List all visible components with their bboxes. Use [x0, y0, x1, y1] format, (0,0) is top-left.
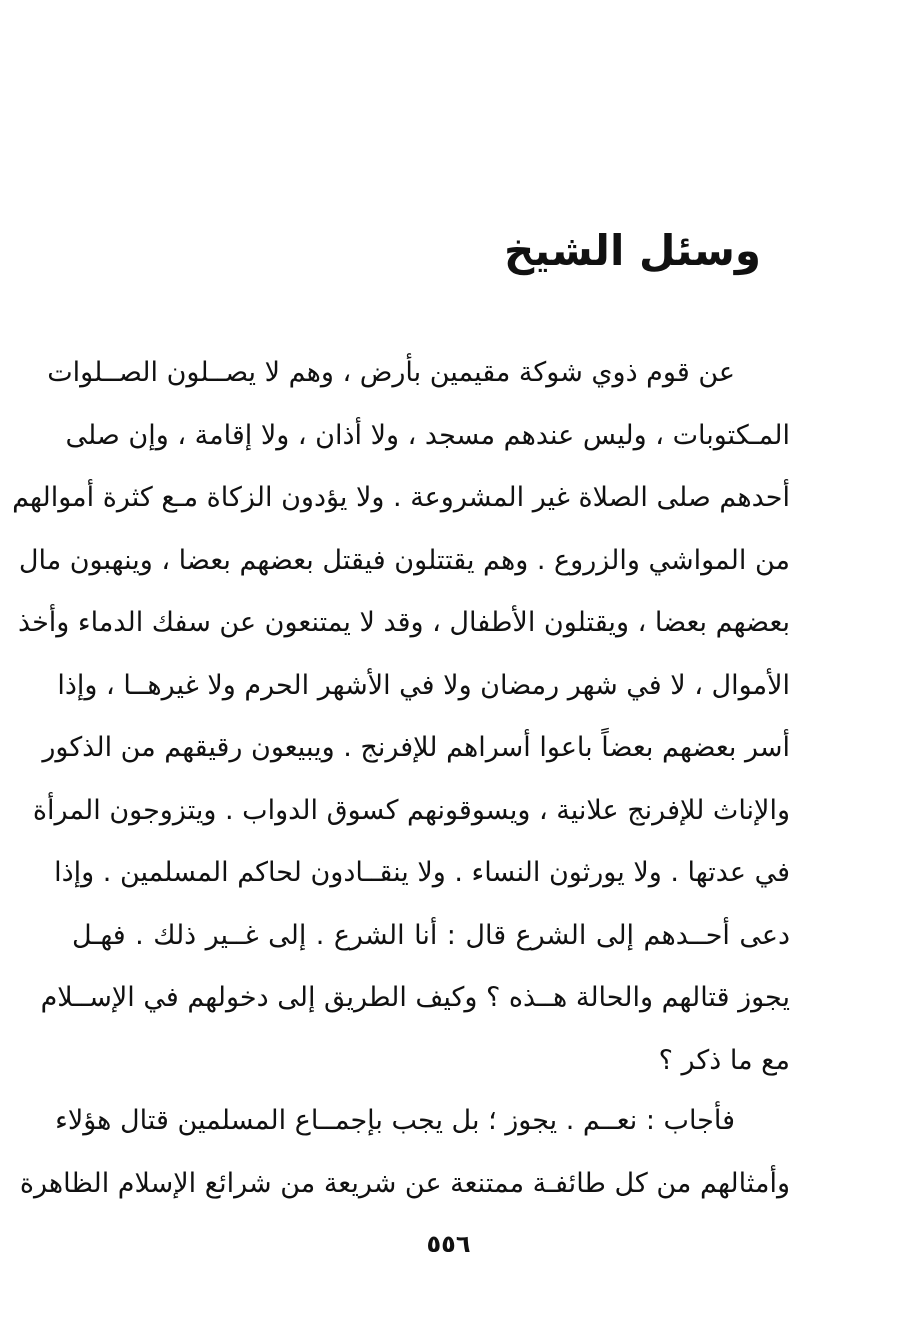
question-line: دعى أحــدهم إلى الشرع قال : أنا الشرع . إلى غــير ذلك . فهـل	[72, 919, 790, 951]
question-line: بعضهم بعضا ، ويقتلون الأطفال ، وقد لا يمتنعون عن سفك الدماء وأخذ	[17, 607, 790, 638]
question-line: من المواشي والزروع . وهم يقتتلون فيقتل بعضهم بعضا ، وينهبون مال	[18, 544, 790, 576]
question-line: أسر بعضهم بعضاً باعوا أسراهم للإفرنج . ويبيعون رقيقهم من الذكور	[42, 732, 790, 763]
question-paragraph	[12, 342, 790, 1092]
section-title: وسئل الشيخ	[504, 226, 761, 275]
question-line: الأموال ، لا في شهر رمضان ولا في الأشهر الحرم ولا غيرهــا ، وإذا	[57, 669, 790, 701]
question-line: في عدتها . ولا يورثون النساء . ولا ينقــادون لحاكم المسلمين . وإذا	[54, 857, 790, 888]
question-line: يجوز قتالهم والحالة هــذه ؟ وكيف الطريق إلى دخولهم في الإســلام	[40, 982, 790, 1013]
question-line: والإناث للإفرنج علانية ، ويسوقونهم كسوق الدواب . ويتزوجون المرأة	[32, 794, 790, 826]
question-line: مع ما ذكر ؟	[658, 1044, 790, 1076]
question-line: أحدهم صلى الصلاة غير المشروعة . ولا يؤدون الزكاة مـع كثرة أموالهم	[12, 482, 790, 513]
page-number: ٥٥٦	[426, 1230, 471, 1258]
question-line: المـكتوبات ، وليس عندهم مسجد ، ولا أذان ، ولا إقامة ، وإن صلى	[65, 419, 790, 451]
question-line: عن قوم ذوي شوكة مقيمين بأرض ، وهم لا يصــلون الصــلوات	[47, 357, 735, 388]
answer-line: وأمثالهم من كل طائفـة ممتنعة عن شريعة من شرائع الإسلام الظاهرة	[19, 1167, 790, 1199]
answer-line: فأجاب : نعــم . يجوز ؛ بل يجب بإجمــاع المسلمين قتال هؤلاء	[55, 1105, 735, 1136]
answer-paragraph	[19, 1090, 790, 1215]
